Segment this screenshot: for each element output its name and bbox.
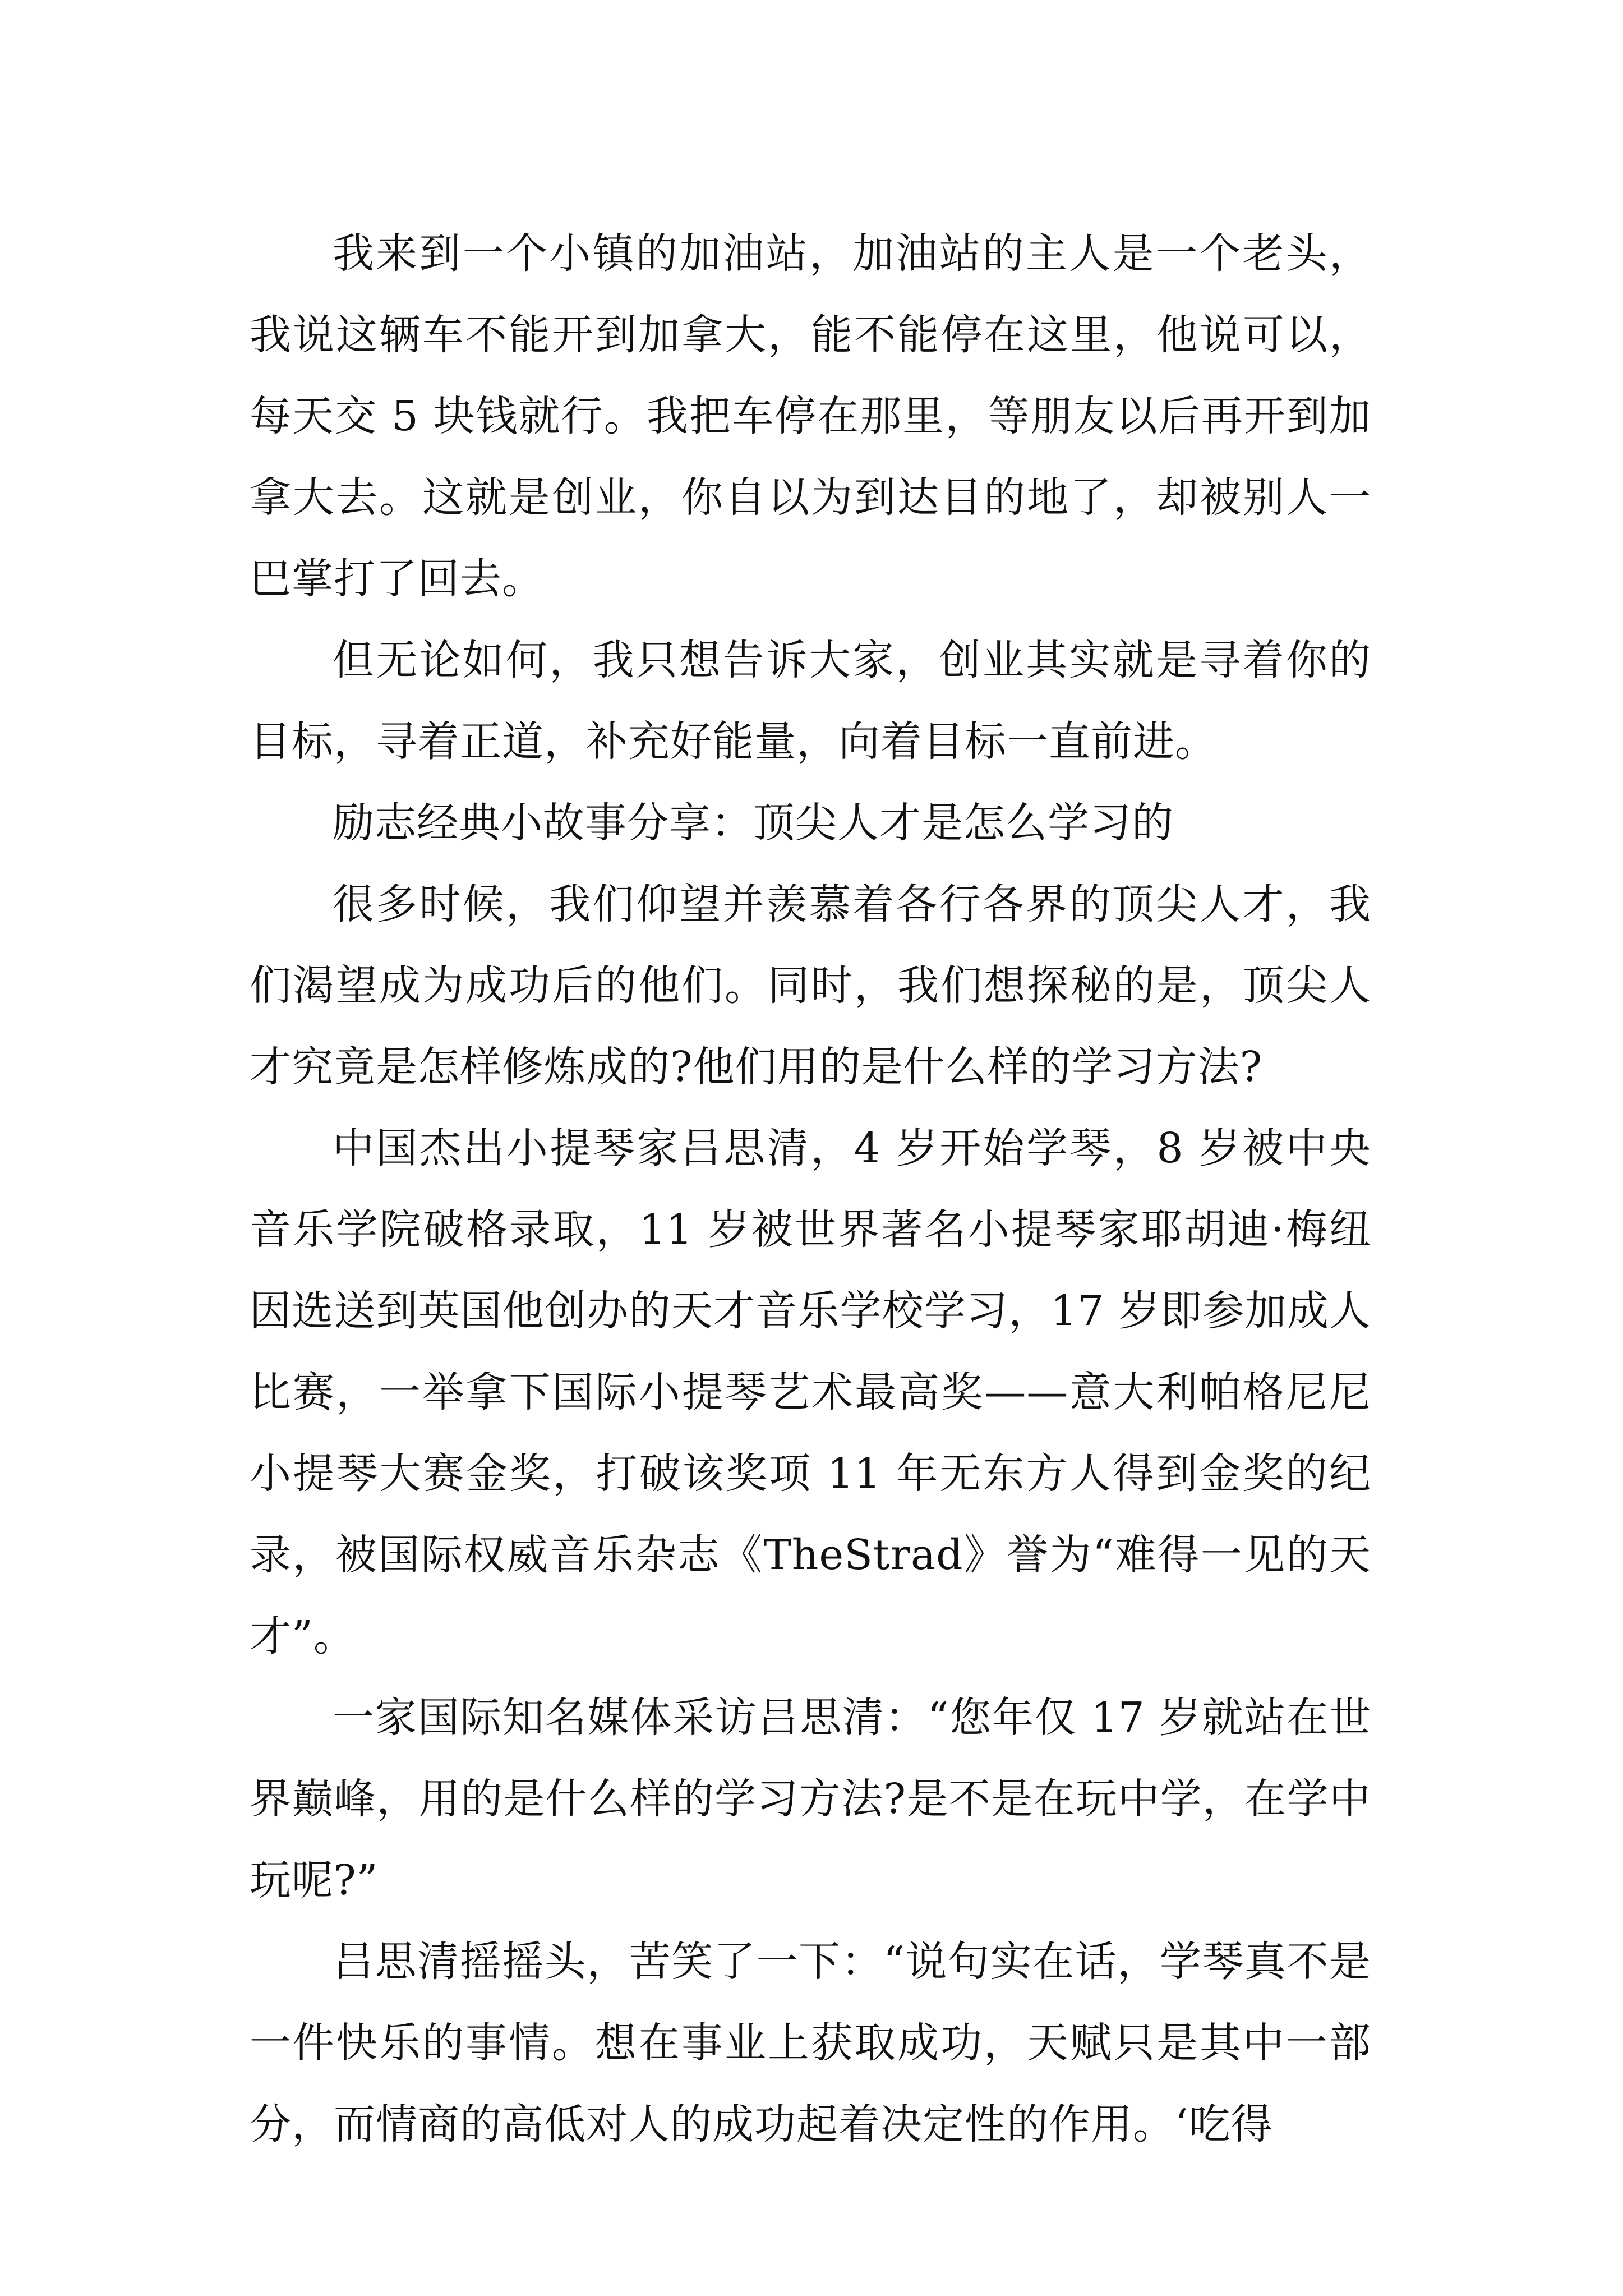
paragraph-gas-station: 我来到一个小镇的加油站，加油站的主人是一个老头，我说这辆车不能开到加拿大，能不能停在这里，他说可以，每天交 5 块钱就行。我把车停在那里，等朋友以后再开到加拿大去。这就是创业，你自以为到达目的地了，却被别人一巴掌打了回去。 xyxy=(250,229,1371,603)
paragraph-interview-question: 一家国际知名媒体采访吕思清：“您年仅 17 岁就站在世界巅峰，用的是什么样的学习方法?是不是在玩中学，在学中玩呢?” xyxy=(250,1694,1371,1904)
paragraph-top-talent-intro: 很多时候，我们仰望并羡慕着各行各界的顶尖人才，我们渴望成为成功后的他们。同时，我们想探秘的是，顶尖人才究竟是怎样修炼成的?他们用的是什么样的学习方法? xyxy=(250,880,1371,1091)
section-heading: 励志经典小故事分享：顶尖人才是怎么学习的 xyxy=(333,799,1174,847)
paragraph-entrepreneurship-summary: 但无论如何，我只想告诉大家，创业其实就是寻着你的目标，寻着正道，补充好能量，向着目标一直前进。 xyxy=(250,636,1371,766)
body-text xyxy=(250,213,1371,2165)
paragraph-interview-answer: 吕思清摇摇头，苦笑了一下：“说句实在话，学琴真不是一件快乐的事情。想在事业上获取成功，天赋只是其中一部分，而情商的高低对人的成功起着决定性的作用。‘吃得 xyxy=(250,1938,1371,2148)
paragraph-lu-siqing-bio: 中国杰出小提琴家吕思清，4 岁开始学琴，8 岁被中央音乐学院破格录取，11 岁被世界著名小提琴家耶胡迪·梅纽因选送到英国他创办的天才音乐学校学习，17 岁即参加成人比赛，一举拿下国际小提琴艺术最高奖——意大利帕格尼尼小提琴大赛金奖，打破该奖项 11 年无东方人得到金奖的纪录，被国际权威音乐杂志《TheStrad》誉为“难得一见的天才”。 xyxy=(250,1124,1371,1660)
